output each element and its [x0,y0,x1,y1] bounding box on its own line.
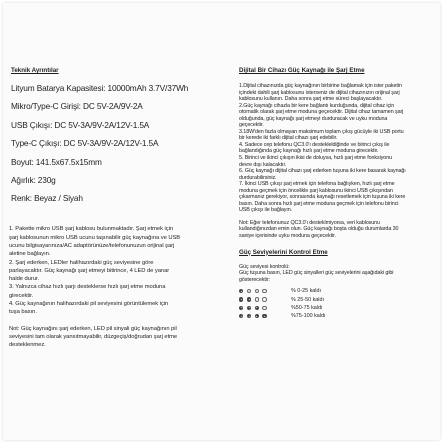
led-off-icon [247,289,251,293]
spec-weight: Ağırlık: 230g [11,174,56,185]
note-line: girecektir. [9,292,34,299]
led-on-icon [247,314,251,318]
warning-line: desteklenmez. [9,342,46,349]
instruction-line: geçecektir. [239,122,264,129]
note-line: parlayacaktır. Güç kaynağı şarj etmeyi bitirince, 4 LED de yanar [9,267,170,274]
charging-note-line: saniye içerisinde uyku moduna geçecektir. [239,233,336,240]
power-level-row [239,295,440,303]
right-column [237,67,440,320]
instruction-line: kablosunu kullanın. Daha sonra şarj etme süreci başlayacaktır. [239,96,383,103]
led-indicator-group [239,297,291,301]
spec-color: Renk: Beyaz / Siyah [11,193,83,204]
power-level-label: %75-100 kaldı [291,312,326,319]
usage-notes [7,225,219,349]
led-on-icon [255,306,259,310]
charging-instructions [237,83,440,240]
power-level-row [239,304,440,312]
note-line: 1. Pakette mikro USB şarj kablosu bulunmaktadır. Şarj etmek için [9,226,174,233]
instruction-line: 7. İkinci USB çıkışı şarj etmek için telefona bağlıyken, hızlı şarj etme [239,181,395,188]
led-indicator-group [239,289,291,293]
led-off-icon [255,297,259,301]
specs-title: Teknik Ayrıntılar [11,67,59,74]
instruction-line: çıkarmanız gerekiyor, sonrasında kaynağı resetlemek için tuşuna iki kere [239,194,406,201]
power-intro-line: Güç tuşuna basın, LED güç sinyalleri güç seviyelerini aşağıdaki gibi [239,270,394,277]
power-level-row [239,312,440,320]
instruction-line: moduna geçmek için öncelikle şarj kablosunu ikinci USB çıkışından [239,187,393,194]
instruction-line: olduğunda, güç kaynağı şarj etmeyi durduracak ve uyku moduna [239,115,388,122]
led-on-icon [239,297,243,301]
instruction-line: içindeki dahili şarj kablosunu isterseniz de dijital cihazınızın orijinal şarj [239,89,400,96]
led-indicator-group [239,314,291,318]
warning-line: Not: Güç kaynağını şarj ederken, LED pil sinyali güç kaynağının pil [9,325,177,332]
note-line: halde durur. [9,276,40,283]
note-line: ucunu bilgisayarınıza/AC adaptörünüze/telefonunuzun orijinal şarj [9,242,175,249]
led-on-icon [262,314,266,318]
left-column [7,67,219,350]
instruction-line: 4. Sadece cep telefonu QC3.0'ı destekleldiğinde ve birinci çıkış ile [239,141,390,148]
spec-typec-output: Type-C Çıkışı: DC 5V-3A/9V-2A/12V-1.5A [11,138,159,149]
led-off-icon [255,289,259,293]
charging-note-line: kullandığınızdan emin olun. Güç kaynağı boşta olduğu durumlarda 30 [239,226,399,233]
power-level-row [239,287,440,295]
power-level-legend [237,287,440,320]
charging-note-line: Not: Eğer telefonunuz QC3.0'ı desteklmiyorsa, veri kablosunu [239,219,380,226]
power-intro-line: gösterecektir: [239,276,270,283]
spec-input: Mikro/Type-C Girişi: DC 5V-2A/9V-2A [11,101,143,112]
instruction-line: basın. Daha sonra hızlı şarj etme moduna geçmek için telefonu birinci [239,200,399,207]
instruction-line: bir kerede iki farklı dijital cihazı şarj edebilir. [239,135,338,142]
spec-list [7,83,219,203]
led-off-icon [262,289,266,293]
spec-usb-output: USB Çıkışı: DC 5V-3A/9V-2A/12V-1.5A [11,119,150,130]
led-on-icon [239,314,243,318]
spec-size: Boyut: 141.5x67.5x15mm [11,156,102,167]
power-level-label: % 25-50 kaldı [291,296,324,303]
charging-title: Dijital Bir Cihazı Güç Kaynağı ile Şarj Etme [239,67,365,74]
power-intro-line: Güç seviyesi kontrolü: [239,263,290,270]
led-on-icon [247,306,251,310]
instruction-line: bağlandığında güç kaynağı hızlı şarj etme moduna girecektir. [239,148,379,155]
note-line: 3. Yalnızca cihaz hızlı şarjı desteklerse hızlı şarj etme moduna [9,284,166,291]
note-line: tuşa basın. [9,309,37,316]
power-level-title: Güç Seviyelerini Kontrol Etme [239,248,328,256]
instruction-line: USB çıkışı ile bağlayın. [239,207,293,214]
note-line: aletine bağlayın. [9,251,51,258]
instruction-line: 6. Güç kaynağı dijital cihazı şarj ederken tuşuna iki kere basarak kaynağı [239,168,406,175]
instruction-line: durdurabilirsiniz. [239,174,277,181]
led-indicator-group [239,306,291,310]
note-line: şarj kablosunun mikro USB ucunu taşınabilir güç kaynağına ve USB [9,234,181,241]
instruction-line: 5. Birinci ve ikinci çıkışın ikisi de doluysa, hızlı şarj etme fonksiyonu [239,155,392,162]
led-off-icon [262,297,266,301]
power-level-intro [237,264,440,284]
power-level-label: % 0-25 kaldı [291,288,321,295]
led-on-icon [247,297,251,301]
manual-page [3,3,440,440]
instruction-line: otomatik olarak şarj etme moduna geçecektir. Dijital cihaz tamamen şarj [239,109,404,116]
instruction-line: devre dışı kalacaktır. [239,161,287,168]
warning-line: seviyesini tam olarak yansıtmayabilir, düzgeçiş/doğrudan şarj etme [9,333,178,340]
spec-battery-capacity: Lityum Batarya Kapasitesi: 10000mAh 3.7V/37Wh [11,83,189,93]
note-line: 2. Şarj ederken, LEDler halihazırdaki güç seviyesine göre [9,259,154,266]
led-on-icon [239,306,243,310]
instruction-line: 1.Dijital cihazınızda güç kaynağının birbirine bağlamak için ister paketin [239,83,402,89]
led-off-icon [262,306,266,310]
note-line: 4. Güç kaynağının halihazırdaki pil seviyesini görüntülemek için [9,301,169,308]
led-on-icon [255,314,259,318]
instruction-line: 2.Güç kaynağı cihazla bir kere bağlantı kurduğunda, dijital cihaz için [239,102,395,109]
led-on-icon [239,289,243,293]
instruction-line: 3.18W'den fazla olmayan maksimum toplam çıkış gücüyle iki USB portu [239,128,404,135]
power-level-label: %50-75 kaldı [291,304,323,311]
